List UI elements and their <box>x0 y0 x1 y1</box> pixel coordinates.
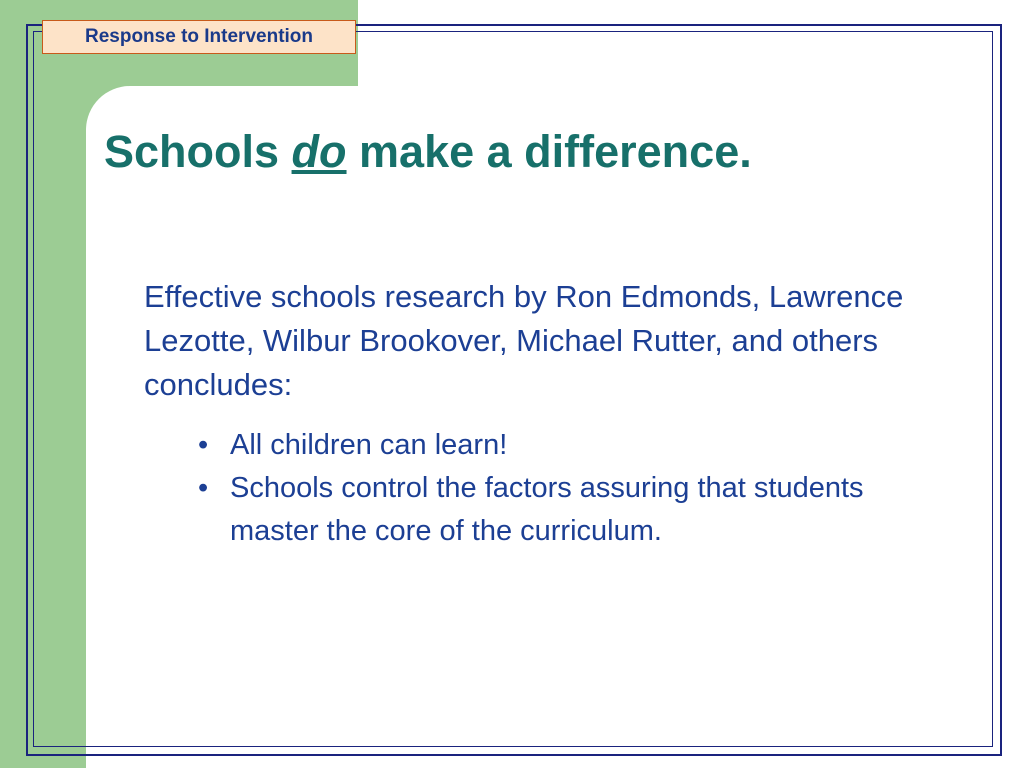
slide-title <box>104 122 752 182</box>
title-emphasis: do <box>291 126 347 177</box>
section-label <box>42 20 356 54</box>
body-paragraph: Effective schools research by Ron Edmonds, Lawrence Lezotte, Wilbur Brookover, Michael Rutter, and others concludes: <box>144 279 904 402</box>
title-after: make a difference. <box>346 126 752 177</box>
title-before: Schools <box>104 126 292 177</box>
bullet-dot-icon: • <box>198 472 209 504</box>
bullet-item <box>196 424 916 467</box>
bullet-list <box>196 424 916 553</box>
bullet-dot-icon: • <box>198 429 209 461</box>
bullet-item <box>196 467 916 553</box>
bullet-text: All children can learn! <box>230 429 508 461</box>
bullet-text: Schools control the factors assuring that students master the core of the curriculum. <box>230 472 864 547</box>
section-label-text: Response to Intervention <box>84 26 314 47</box>
